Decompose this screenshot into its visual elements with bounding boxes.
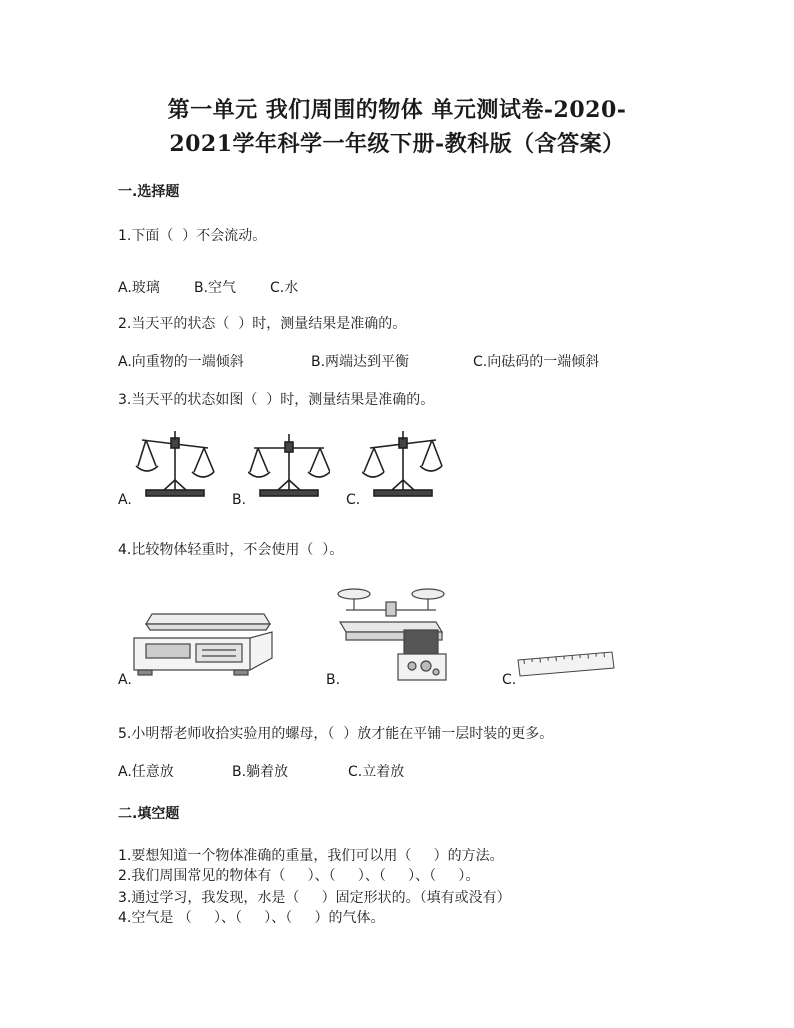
q2-option-b: B.两端达到平衡 bbox=[311, 354, 410, 370]
q3-option-c: C. bbox=[346, 492, 361, 508]
q4-option-b: B. bbox=[326, 672, 341, 688]
q1-option-a: A.玻璃 bbox=[118, 280, 160, 296]
section-heading-fill-in: 二.填空题 bbox=[118, 806, 180, 822]
q1-option-c: C.水 bbox=[270, 280, 299, 296]
balance-tilted-left-icon bbox=[134, 428, 216, 500]
question-4: 4.比较物体轻重时，不会使用（ ）。 bbox=[118, 542, 344, 558]
q3-option-b: B. bbox=[232, 492, 247, 508]
section-heading-choice: 一.选择题 bbox=[118, 184, 180, 200]
balance-level-icon bbox=[248, 432, 330, 500]
question-5: 5.小明帮老师收拾实验用的螺母，（ ）放才能在平铺一层时装的更多。 bbox=[118, 726, 554, 742]
balance-tilted-right-icon bbox=[362, 428, 444, 500]
ruler-icon bbox=[516, 650, 616, 684]
q5-option-c: C.立着放 bbox=[348, 764, 405, 780]
fill-in-item-4: 4.空气是 （ ）、（ ）、（ ）的气体。 bbox=[118, 910, 385, 926]
q2-option-a: A.向重物的一端倾斜 bbox=[118, 354, 244, 370]
fill-in-item-3: 3.通过学习，我发现，水是（ ）固定形状的。（填有或没有） bbox=[118, 890, 511, 906]
q4-option-a: A. bbox=[118, 672, 132, 688]
q3-option-a: A. bbox=[118, 492, 132, 508]
fill-in-item-1: 1.要想知道一个物体准确的重量，我们可以用（ ）的方法。 bbox=[118, 848, 504, 864]
q2-option-c: C.向砝码的一端倾斜 bbox=[473, 354, 600, 370]
fill-in-item-2: 2.我们周围常见的物体有（ ）、（ ）、（ ）、（ ）。 bbox=[118, 868, 480, 884]
question-3: 3.当天平的状态如图（ ）时，测量结果是准确的。 bbox=[118, 392, 435, 408]
question-1: 1.下面（ ）不会流动。 bbox=[118, 228, 267, 244]
pan-balance-with-weights-icon bbox=[336, 580, 448, 684]
document-title-line-2: 2021学年科学一年级下册-教科版（含答案） bbox=[169, 131, 625, 157]
q5-option-b: B.躺着放 bbox=[232, 764, 289, 780]
question-2: 2.当天平的状态（ ）时，测量结果是准确的。 bbox=[118, 316, 407, 332]
q4-option-c: C. bbox=[502, 672, 517, 688]
electronic-scale-icon bbox=[130, 608, 276, 680]
q1-option-b: B.空气 bbox=[194, 280, 237, 296]
q5-option-a: A.任意放 bbox=[118, 764, 174, 780]
document-title-line-1: 第一单元 我们周围的物体 单元测试卷-2020- bbox=[167, 97, 627, 123]
